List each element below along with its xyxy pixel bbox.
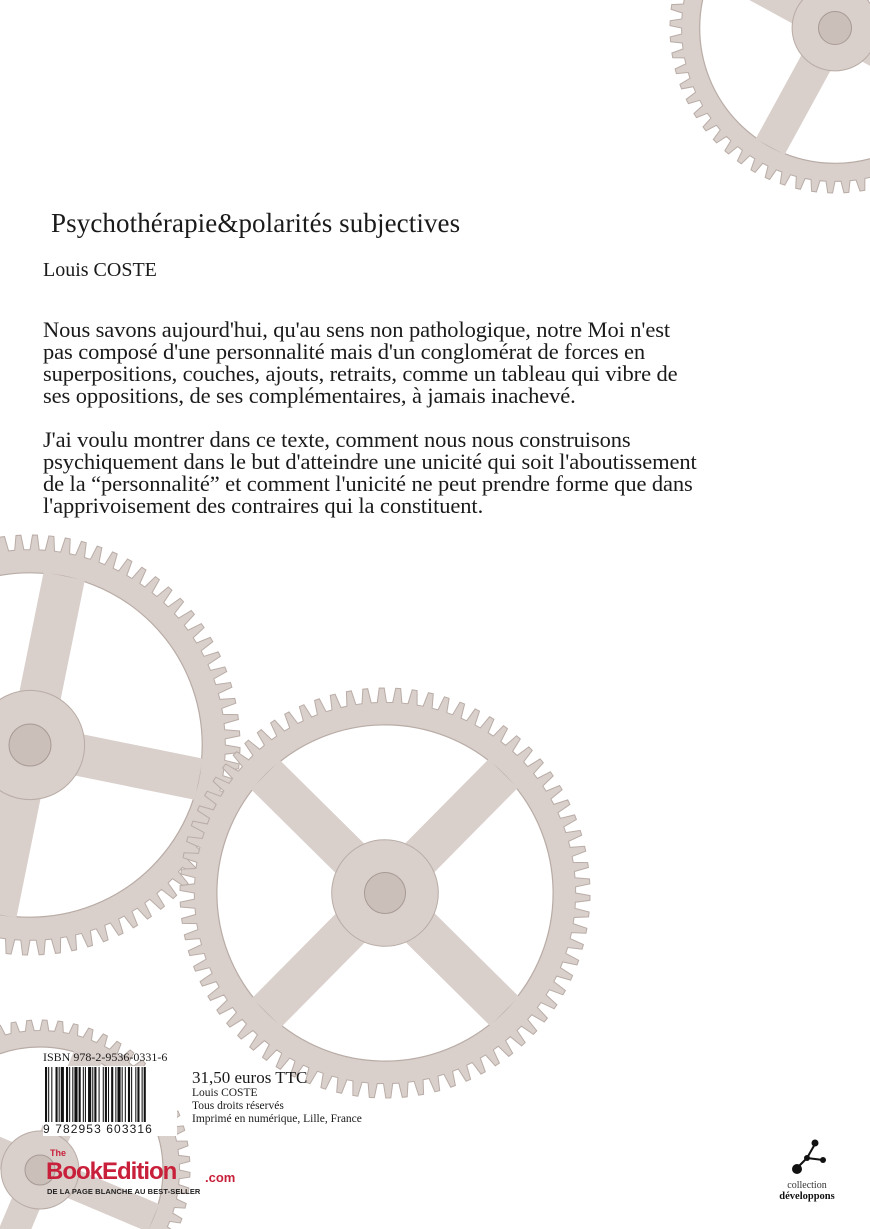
logo-the: The xyxy=(50,1148,67,1158)
book-title: Psychothérapie&polarités subjectives xyxy=(51,208,461,238)
back-cover-blurb xyxy=(43,319,703,539)
gear-center xyxy=(180,688,590,1098)
logo-suffix: .com xyxy=(205,1170,236,1185)
barcode-digits: 9 782953 603316 xyxy=(43,1122,177,1136)
collection-logo xyxy=(772,1136,842,1211)
blurb-paragraph-1: Nous savons aujourd'hui, qu'au sens non pathologique, notre Moi n'est pas composé d'une personnalité mais d'un conglomérat de forces en superpositions, couches, ajouts, retraits, comme un tableau qui vibre de ses oppositions, de ses complémentaires, à jamais inachevé. xyxy=(43,317,678,408)
gear-top-right xyxy=(670,0,870,193)
bookedition-logo xyxy=(43,1148,238,1208)
collection-name: développons xyxy=(779,1191,835,1202)
legal-printing: Imprimé en numérique, Lille, France xyxy=(192,1113,362,1125)
legal-rights: Tous droits réservés xyxy=(192,1100,284,1112)
legal-author: Louis COSTE xyxy=(192,1087,258,1099)
barcode xyxy=(43,1066,177,1136)
isbn-label: ISBN 978-2-9536-0331-6 xyxy=(43,1050,168,1064)
price: 31,50 euros TTC xyxy=(192,1068,308,1087)
logo-name: BookEdition xyxy=(46,1158,177,1185)
molecule-icon xyxy=(785,1136,829,1180)
collection-label: collection xyxy=(787,1180,827,1191)
logo-tagline: DE LA PAGE BLANCHE AU BEST-SELLER xyxy=(47,1187,201,1196)
book-author: Louis COSTE xyxy=(43,259,157,281)
blurb-paragraph-2: J'ai voulu montrer dans ce texte, comment nous nous construisons psychiquement dans le but d'atteindre une unicité qui soit l'aboutissement de la “personnalité” et comment l'unicité ne peut prendre forme que dans l'apprivoisement des contraires qui la constituent. xyxy=(43,427,697,518)
legal-info xyxy=(192,1087,362,1126)
barcode-bars xyxy=(43,1066,177,1124)
